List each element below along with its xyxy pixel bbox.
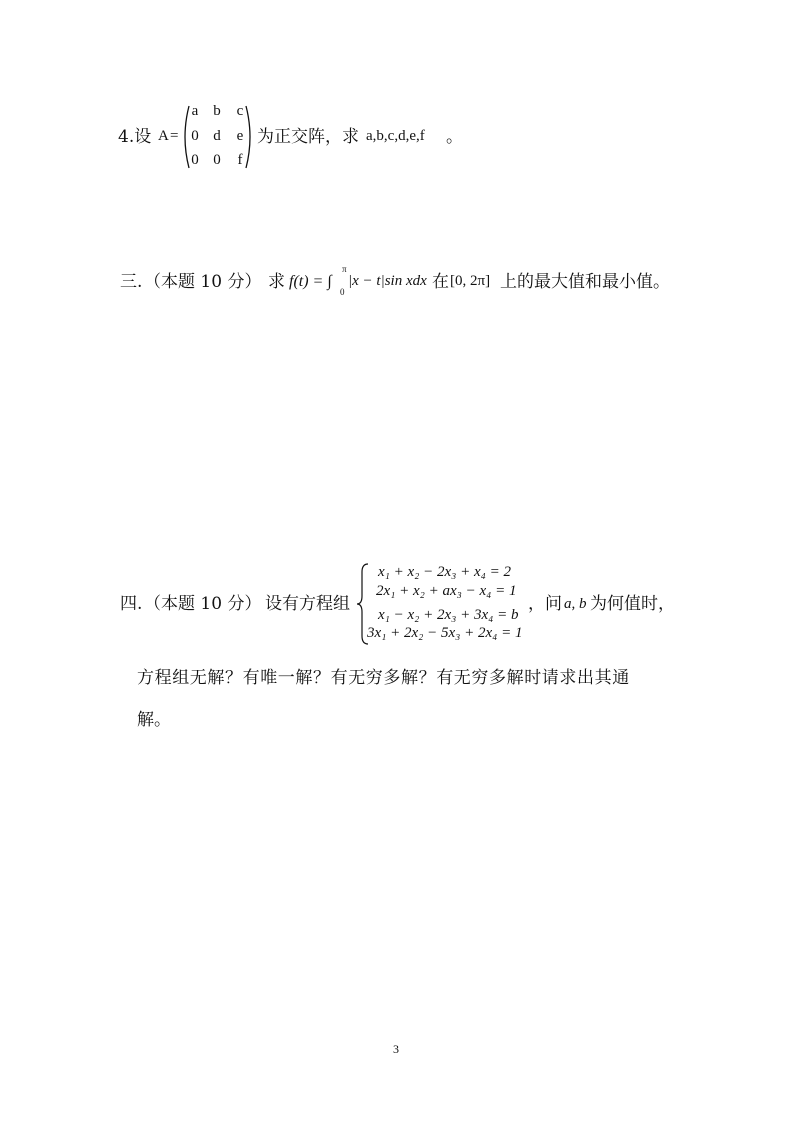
integral-upper-limit: π — [342, 264, 347, 274]
problem-4-system-score: （本题 10 分） — [144, 594, 262, 614]
equation-2: 2x₁ + x₂ + ax₃ − x₄ = 1 — [376, 583, 517, 599]
integrand: |x − t|sin xdx — [348, 273, 427, 289]
problem-3-number: 三. — [120, 272, 143, 292]
problem-4-system-number: 四. — [120, 594, 143, 614]
integral-lower-limit: 0 — [340, 287, 345, 297]
equals-sign: = — [170, 128, 179, 144]
problem-3-tail: 上的最大值和最小值。 — [500, 272, 670, 292]
page-number: 3 — [393, 1042, 399, 1056]
matrix-cell: c — [236, 103, 244, 119]
matrix-cell: e — [236, 128, 244, 144]
problem-3-score: （本题 10 分） — [144, 272, 262, 292]
matrix-cell: d — [213, 128, 221, 144]
problem-4-vars: a,b,c,d,e,f — [366, 128, 425, 144]
matrix-cell: f — [237, 152, 243, 168]
matrix-cell: a — [191, 103, 199, 119]
problem-4-system-line-2: 方程组无解？有唯一解？有无穷多解？有无穷多解时请求出其通 — [137, 668, 630, 688]
equation-4: 3x₁ + 2x₂ − 5x₃ + 2x₄ = 1 — [367, 625, 523, 641]
problem-4-prefix: 4.设 — [118, 127, 152, 147]
problem-3-ask: 求 — [268, 272, 285, 292]
equation-3: x₁ − x₂ + 2x₃ + 3x₄ = b — [378, 607, 519, 623]
interval: [0, 2π] — [450, 273, 491, 289]
problem-4-system-ask-pre: ，问 — [528, 594, 562, 614]
matrix-cell: 0 — [191, 152, 199, 168]
problem-3-zai: 在 — [432, 272, 449, 292]
equation-1: x₁ + x₂ − 2x₃ + x₄ = 2 — [378, 564, 511, 580]
matrix-cell: 0 — [191, 128, 199, 144]
problem-4-system-ask-post: 为何值时， — [590, 594, 675, 614]
matrix-name: A — [158, 128, 169, 144]
integral-expression: f(t) = ∫ — [289, 273, 332, 290]
matrix-cell: b — [213, 103, 221, 119]
problem-4-system-line-3: 解。 — [137, 710, 171, 730]
problem-4-system-lead: 设有方程组 — [265, 594, 350, 614]
problem-4-system-vars: a, b — [564, 596, 587, 612]
problem-4-end: 。 — [446, 127, 463, 147]
problem-4-suffix: 为正交阵，求 — [257, 127, 359, 147]
matrix-cell: 0 — [213, 152, 221, 168]
